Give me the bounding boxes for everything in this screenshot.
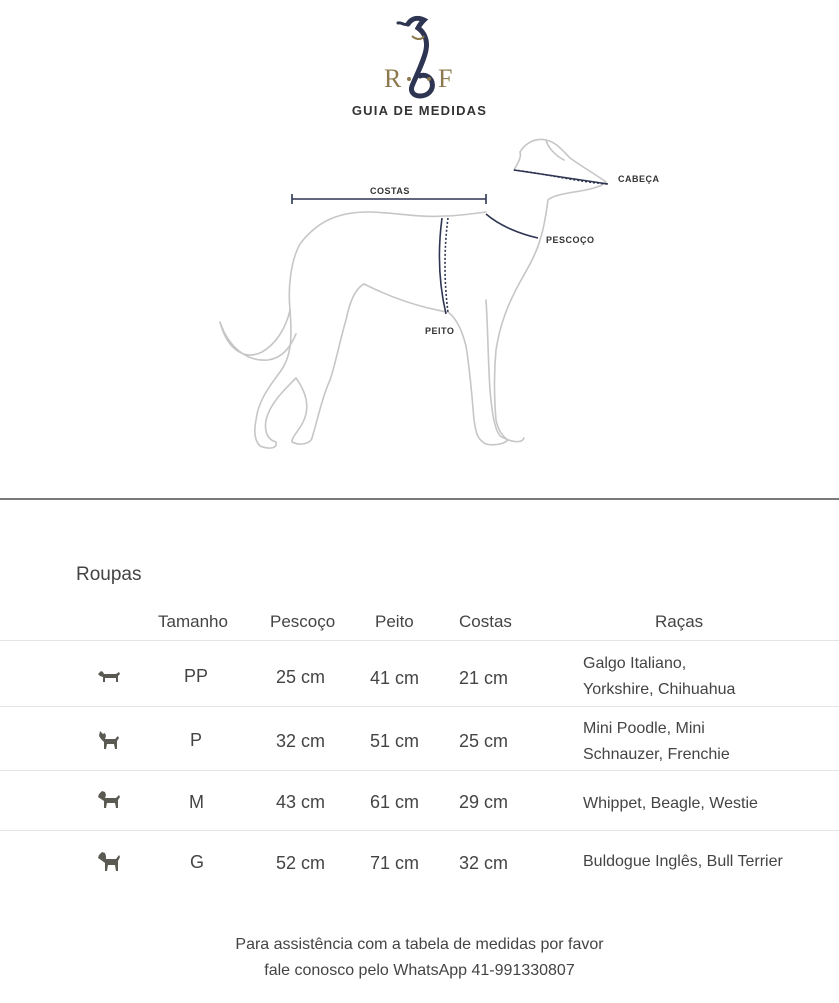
breeds-cell <box>583 791 833 817</box>
greyhound-outline <box>220 140 606 449</box>
breeds-line: Buldogue Inglês, Bull Terrier <box>583 853 783 870</box>
breeds-line: Galgo Italiano, <box>583 655 687 672</box>
dog-measurement-diagram <box>0 120 839 460</box>
medium-dog-icon <box>97 790 121 810</box>
header-peito: Peito <box>375 612 414 631</box>
section-divider <box>0 498 839 500</box>
table-divider <box>0 830 839 831</box>
peito-cell: 71 cm <box>370 853 420 873</box>
breeds-line: Mini Poodle, Mini <box>583 720 705 737</box>
costas-cell: 21 cm <box>459 668 509 688</box>
footer-line-1: Para assistência com a tabela de medidas por favor <box>235 936 604 953</box>
header-pescoco: Pescoço <box>270 612 336 631</box>
header-costas: Costas <box>459 612 512 631</box>
footer-line-2: fale conosco pelo WhatsApp 41-991330807 <box>264 962 575 979</box>
breeds-cell <box>583 716 833 768</box>
guide-title: GUIA DE MEDIDAS <box>351 103 488 118</box>
logo-letter-f: F <box>438 64 454 93</box>
costas-cell: 25 cm <box>459 731 509 751</box>
costas-cell: 29 cm <box>459 792 509 812</box>
breeds-cell <box>583 849 833 875</box>
pescoco-cell: 32 cm <box>276 731 326 751</box>
label-cabeca: CABEÇA <box>618 174 660 184</box>
peito-cell: 41 cm <box>370 668 420 688</box>
logo-dot <box>407 77 411 81</box>
logo-dot <box>427 77 431 81</box>
peito-cell: 51 cm <box>370 731 420 751</box>
header-racas: Raças <box>655 612 704 631</box>
pescoco-cell: 52 cm <box>276 853 326 873</box>
costas-cell: 32 cm <box>459 853 509 873</box>
breeds-line: Schnauzer, Frenchie <box>583 746 730 763</box>
neck-measure-line <box>486 214 538 238</box>
breeds-line: Whippet, Beagle, Westie <box>583 795 758 812</box>
breeds-cell <box>583 651 833 703</box>
large-dog-icon <box>97 851 121 873</box>
size-cell: M <box>189 792 204 812</box>
size-cell: G <box>190 852 205 872</box>
label-costas: COSTAS <box>370 186 410 196</box>
breeds-line: Yorkshire, Chihuahua <box>583 681 736 698</box>
pescoco-cell: 43 cm <box>276 792 326 812</box>
brand-logo <box>368 14 472 102</box>
logo-letter-r: R <box>384 64 403 93</box>
pescoco-cell: 25 cm <box>276 667 326 687</box>
header-tamanho: Tamanho <box>158 612 228 631</box>
size-cell: P <box>190 730 203 750</box>
small-dog-icon <box>97 729 121 751</box>
size-cell: PP <box>184 666 209 686</box>
table-divider <box>0 706 839 707</box>
table-divider <box>0 770 839 771</box>
measurement-guide-header <box>0 0 839 498</box>
peito-cell: 61 cm <box>370 792 420 812</box>
dachshund-icon <box>97 668 121 684</box>
section-title: Roupas <box>76 564 142 585</box>
label-pescoco: PESCOÇO <box>546 235 595 245</box>
table-divider <box>0 640 839 641</box>
label-peito: PEITO <box>425 326 455 336</box>
